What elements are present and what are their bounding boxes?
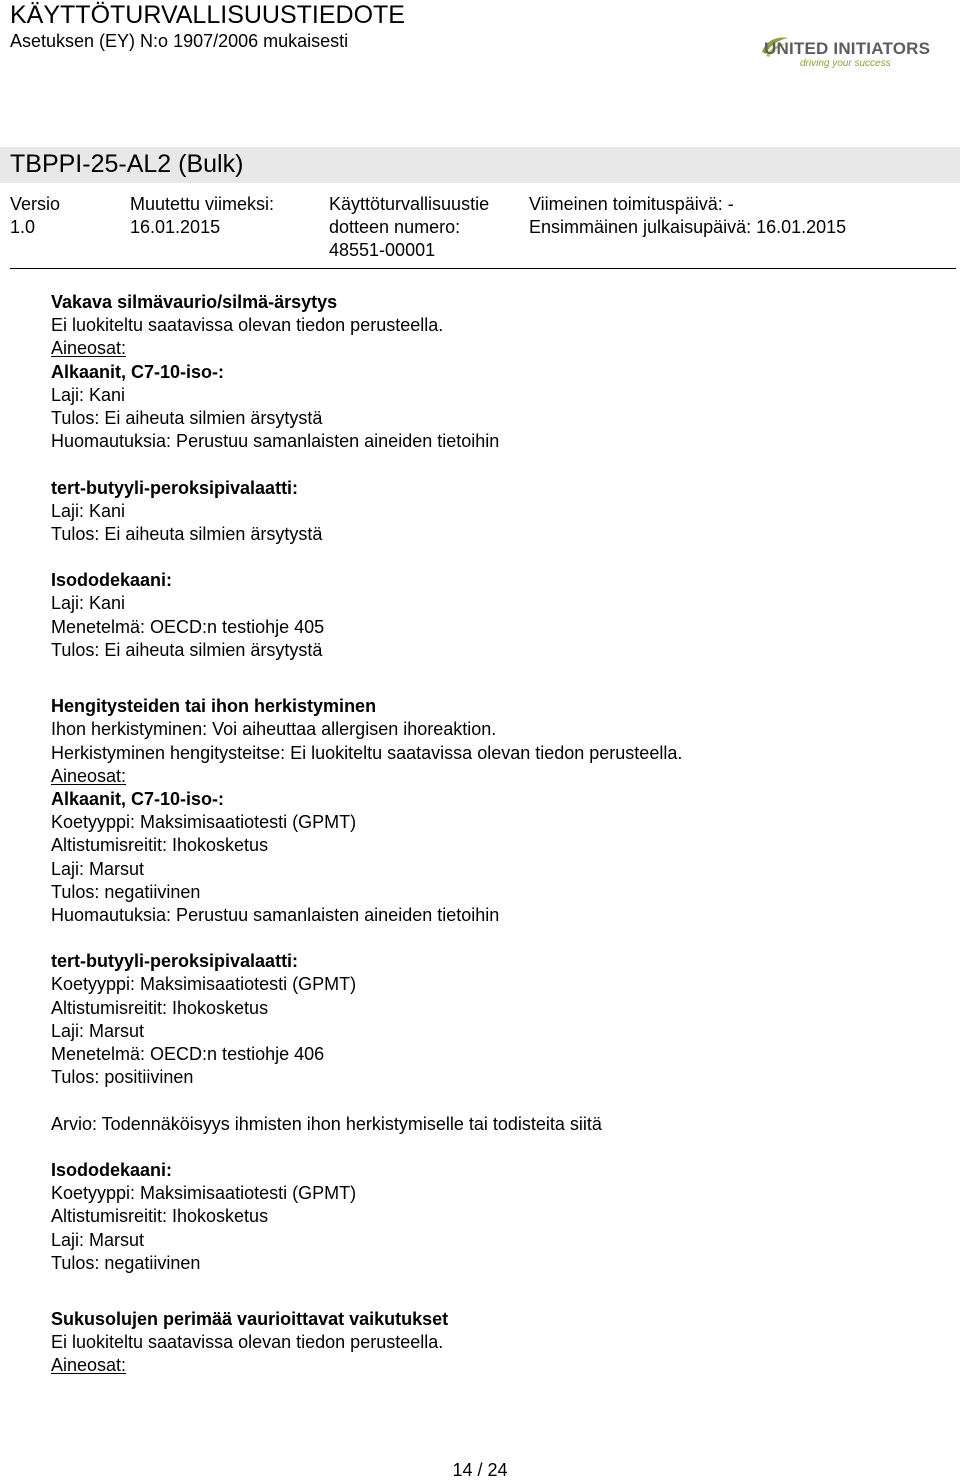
meta-modified: [130, 193, 274, 239]
spacer: [51, 662, 941, 685]
spacer: [51, 1298, 941, 1308]
logo-tagline: driving your success: [800, 58, 891, 69]
sds-value: 48551-00001: [329, 240, 436, 260]
component-detail: Koetyyppi: Maksimisaatiotesti (GPMT): [51, 974, 357, 995]
component-detail: Tulos: Ei aiheuta silmien ärsytystä: [51, 639, 323, 660]
component-name: tert-butyyli-peroksipivalaatti:: [51, 951, 299, 972]
spacer: [51, 453, 941, 476]
component-detail: Laji: Kani: [51, 500, 126, 521]
section-summary: Ei luokiteltu saatavissa olevan tiedon perusteella.: [51, 1332, 444, 1353]
section-heading-eye: Vakava silmävaurio/silmä-ärsytys: [51, 292, 338, 312]
component-detail: Tulos: Ei aiheuta silmien ärsytystä: [51, 407, 323, 428]
component-name: Alkaanit, C7-10-iso-:: [51, 788, 225, 809]
section-summary: Ihon herkistyminen: Voi aiheuttaa allergisen ihoreaktion.: [51, 719, 497, 740]
component-detail: Laji: Kani: [51, 384, 126, 405]
components-label: Aineosat:: [51, 765, 127, 786]
component-name: Isododekaani:: [51, 570, 173, 591]
component-detail: Laji: Marsut: [51, 1020, 145, 1041]
component-name: tert-butyyli-peroksipivalaatti:: [51, 477, 299, 498]
delivery-date: Viimeinen toimituspäivä: -: [529, 194, 734, 214]
spacer: [51, 927, 941, 950]
components-label: Aineosat:: [51, 1355, 127, 1376]
component-detail: Tulos: positiivinen: [51, 1067, 194, 1088]
meta-version: [10, 193, 60, 239]
spacer: [51, 1275, 941, 1298]
component-name: Isododekaani:: [51, 1159, 173, 1180]
component-detail: Huomautuksia: Perustuu samanlaisten aineiden tietoihin: [51, 904, 500, 925]
component-detail: Tulos: negatiivinen: [51, 881, 201, 902]
meta-sds-number: [329, 193, 489, 262]
document-subtitle: Asetuksen (EY) N:o 1907/2006 mukaisesti: [10, 31, 349, 51]
components-label: Aineosat:: [51, 338, 127, 359]
component-detail: Koetyyppi: Maksimisaatiotesti (GPMT): [51, 1183, 357, 1204]
page-number: [0, 1458, 960, 1482]
company-logo: [760, 34, 950, 74]
component-detail: Laji: Kani: [51, 593, 126, 614]
section-summary: Herkistyminen hengitysteitse: Ei luokiteltu saatavissa olevan tiedon perusteella.: [51, 742, 683, 763]
version-value: 1.0: [10, 217, 36, 237]
logo-name: UNITED INITIATORS: [764, 39, 931, 58]
document-title: KÄYTTÖTURVALLISUUSTIEDOTE: [10, 1, 405, 29]
component-detail: Menetelmä: OECD:n testiohje 406: [51, 1044, 325, 1064]
page-number-text: 14 / 24: [452, 1460, 508, 1480]
version-label: Versio: [10, 194, 61, 214]
spacer: [51, 1089, 941, 1112]
product-title: TBPPI-25-AL2 (Bulk): [10, 150, 244, 178]
header-divider: [10, 268, 956, 269]
component-detail: Laji: Marsut: [51, 858, 145, 879]
component-detail: Menetelmä: OECD:n testiohje 405: [51, 616, 325, 637]
component-detail: Tulos: Ei aiheuta silmien ärsytystä: [51, 523, 323, 544]
first-publication-date: Ensimmäinen julkaisupäivä: 16.01.2015: [529, 217, 847, 237]
assessment: Arvio: Todennäköisyys ihmisten ihon herkistymiselle tai todisteita siitä: [51, 1113, 602, 1134]
component-detail: Huomautuksia: Perustuu samanlaisten aineiden tietoihin: [51, 431, 500, 452]
section-summary: Ei luokiteltu saatavissa olevan tiedon perusteella.: [51, 315, 444, 336]
component-detail: Altistumisreitit: Ihokosketus: [51, 1206, 269, 1227]
component-name: Alkaanit, C7-10-iso-:: [51, 361, 225, 382]
section-heading-mutagenicity: Sukusolujen perimää vaurioittavat vaikutukset: [51, 1309, 449, 1330]
meta-dates: [529, 193, 846, 239]
section-heading-sensitisation: Hengitysteiden tai ihon herkistyminen: [51, 696, 377, 717]
modified-value: 16.01.2015: [130, 217, 221, 237]
spacer: [51, 1136, 941, 1159]
component-detail: Altistumisreitit: Ihokosketus: [51, 997, 269, 1018]
document-body: [51, 291, 941, 1378]
spacer: [51, 685, 941, 695]
modified-label: Muutettu viimeksi:: [130, 194, 275, 214]
component-detail: Laji: Marsut: [51, 1229, 145, 1250]
sds-label-2: dotteen numero:: [329, 217, 461, 237]
component-detail: Koetyyppi: Maksimisaatiotesti (GPMT): [51, 812, 357, 833]
sds-label-1: Käyttöturvallisuustie: [329, 194, 490, 214]
component-detail: Tulos: negatiivinen: [51, 1252, 201, 1273]
component-detail: Altistumisreitit: Ihokosketus: [51, 835, 269, 856]
spacer: [51, 546, 941, 569]
